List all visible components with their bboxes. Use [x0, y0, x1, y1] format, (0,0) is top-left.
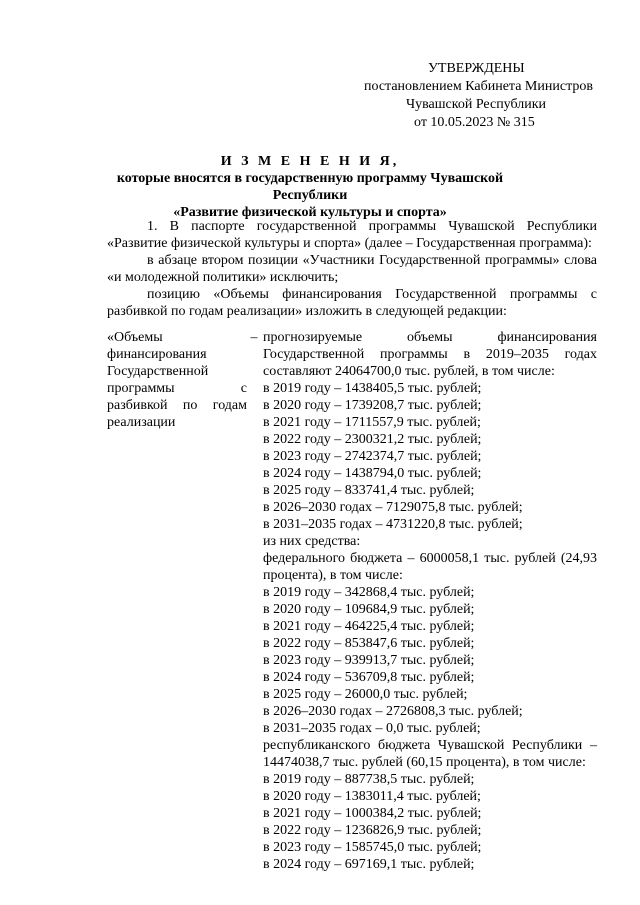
approval-line-2: Чувашской Республики	[406, 97, 547, 112]
approval-block	[358, 60, 608, 132]
total-year-line: в 2026–2030 годах – 7129075,8 тыс. рублей;	[263, 500, 523, 515]
total-year-line: в 2022 году – 2300321,2 тыс. рублей;	[263, 432, 482, 447]
financing-intro: прогнозируемые объемы финансирования Государственной программы в 2019–2035 годах составляют 24064700,0 тыс. рублей, в том числе:	[263, 330, 597, 379]
total-year-line: в 2021 году – 1711557,9 тыс. рублей;	[263, 415, 481, 430]
paragraph-1: 1. В паспорте государственной программы Чувашской Республики «Развитие физической культуры и спорта» (далее – Государственная программа):	[107, 219, 597, 251]
republic-year-line: в 2022 году – 1236826,9 тыс. рублей;	[263, 823, 482, 838]
federal-year-line: в 2031–2035 годах – 0,0 тыс. рублей;	[263, 721, 481, 736]
total-year-line: в 2025 году – 833741,4 тыс. рублей;	[263, 483, 475, 498]
financing-position-label	[107, 329, 247, 431]
federal-year-line: в 2021 году – 464225,4 тыс. рублей;	[263, 619, 475, 634]
body-text	[107, 218, 597, 320]
federal-year-line: в 2023 году – 939913,7 тыс. рублей;	[263, 653, 475, 668]
federal-year-line: в 2019 году – 342868,4 тыс. рублей;	[263, 585, 475, 600]
republic-year-line: в 2019 году – 887738,5 тыс. рублей;	[263, 772, 475, 787]
federal-year-line: в 2022 году – 853847,6 тыс. рублей;	[263, 636, 475, 651]
total-year-line: в 2023 году – 2742374,7 тыс. рублей;	[263, 449, 482, 464]
federal-year-line: в 2020 году – 109684,9 тыс. рублей;	[263, 602, 475, 617]
approval-title: УТВЕРЖДЕНЫ	[428, 61, 525, 76]
republic-year-line: в 2024 году – 697169,1 тыс. рублей;	[263, 857, 475, 872]
financing-position-text: «Объемы финансирования Государственной программы с разбивкой по годам реализации	[107, 330, 247, 430]
heading-line-1: которые вносятся в государственную программу Чувашской Республики	[116, 171, 504, 203]
federal-intro: федерального бюджета – 6000058,1 тыс. рублей (24,93 процента), в том числе:	[263, 551, 597, 583]
financing-details	[263, 329, 597, 873]
paragraph-2: в абзаце втором позиции «Участники Государственной программы» слова «и молодежной политики» исключить;	[107, 253, 597, 285]
republic-year-line: в 2023 году – 1585745,0 тыс. рублей;	[263, 840, 482, 855]
republic-year-line: в 2021 году – 1000384,2 тыс. рублей;	[263, 806, 482, 821]
paragraph-3: позицию «Объемы финансирования Государственной программы с разбивкой по годам реализации» изложить в следующей редакции:	[107, 287, 597, 319]
republic-intro: республиканского бюджета Чувашской Республики – 14474038,7 тыс. рублей (60,15 процента), в том числе:	[263, 738, 597, 770]
total-year-line: в 2020 году – 1739208,7 тыс. рублей;	[263, 398, 482, 413]
total-year-line: в 2024 году – 1438794,0 тыс. рублей;	[263, 466, 482, 481]
federal-year-line: в 2025 году – 26000,0 тыс. рублей;	[263, 687, 468, 702]
heading-title: И З М Е Н Е Н И Я,	[220, 154, 400, 169]
total-year-line: в 2019 году – 1438405,5 тыс. рублей;	[263, 381, 482, 396]
sources-label: из них средства:	[263, 534, 361, 549]
heading-line-2: «Развитие физической культуры и спорта»	[173, 205, 447, 220]
total-year-line: в 2031–2035 годах – 4731220,8 тыс. рублей;	[263, 517, 523, 532]
approval-line-1: постановлением Кабинета Министров	[364, 79, 593, 94]
document-heading	[110, 153, 510, 221]
federal-year-line: в 2026–2030 годах – 2726808,3 тыс. рублей;	[263, 704, 523, 719]
federal-year-line: в 2024 году – 536709,8 тыс. рублей;	[263, 670, 475, 685]
approval-line-3: от 10.05.2023 № 315	[414, 115, 535, 130]
financing-dash: –	[250, 330, 258, 345]
republic-year-line: в 2020 году – 1383011,4 тыс. рублей;	[263, 789, 481, 804]
